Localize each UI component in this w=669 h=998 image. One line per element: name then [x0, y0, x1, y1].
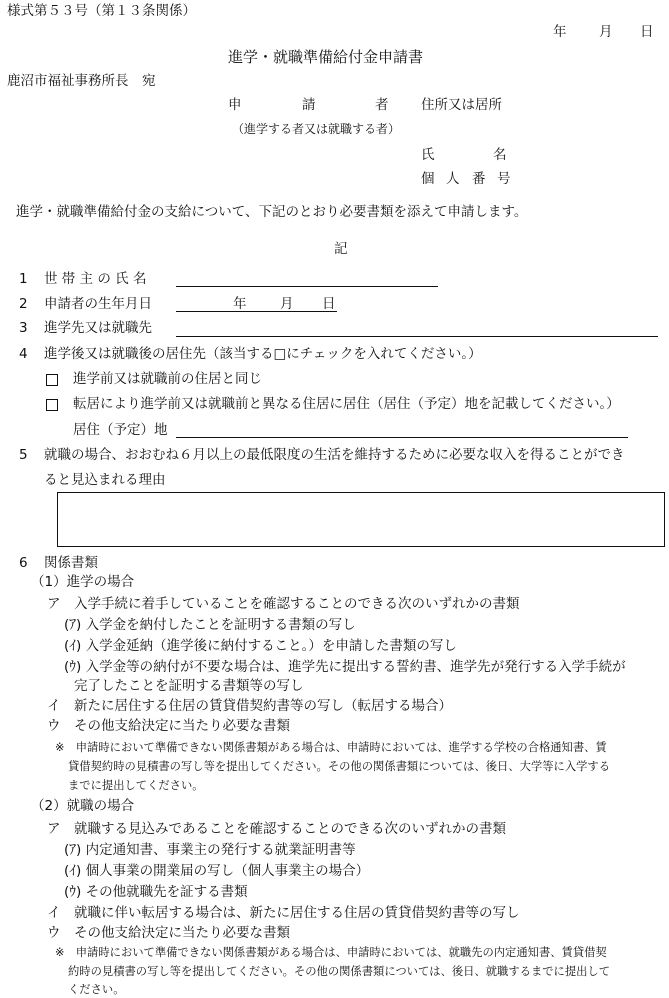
applicant-name-label-1: 氏 — [421, 147, 435, 163]
reason-textarea[interactable] — [57, 492, 665, 547]
item3-number: 3 — [19, 320, 28, 336]
new-residence-checkbox[interactable] — [46, 399, 58, 411]
birth-day: 日 — [322, 296, 336, 312]
item2-label: 申請者の生年月日 — [44, 296, 152, 312]
form-number: 様式第５３号（第１３条関係） — [7, 3, 196, 19]
docs-school-a3-line2: 完了したことを証明する書類等の写し — [74, 678, 304, 694]
applicant-id-label-3: 番 — [472, 171, 486, 187]
date-year: 年 — [553, 24, 567, 40]
birth-month: 月 — [280, 296, 294, 312]
item4-label: 進学後又は就職後の居住先（該当する□にチェックを入れてください。） — [44, 346, 482, 362]
date-month: 月 — [599, 24, 613, 40]
item5-number: 5 — [19, 447, 28, 463]
planned-residence-label: 居住（予定）地 — [73, 422, 168, 438]
new-residence-option: 転居により進学前又は就職前と異なる住居に居住（居住（予定）地を記載してください。） — [73, 396, 620, 412]
applicant-label-1: 申 — [228, 97, 242, 113]
docs-job-u: ウ その他支給決定に当たり必要な書類 — [47, 925, 290, 941]
applicant-id-label-4: 号 — [497, 171, 511, 187]
addressee: 鹿沼市福祉事務所長 宛 — [7, 73, 156, 89]
docs-school-i: イ 新たに居住する住居の賃貸借契約書等の写し（転居する場合） — [47, 698, 452, 714]
item2-number: 2 — [19, 296, 28, 312]
docs-school-a: ア 入学手続に着手していることを確認することのできる次のいずれかの書類 — [47, 596, 520, 612]
applicant-label-2: 請 — [302, 97, 316, 113]
item1-number: 1 — [19, 271, 28, 287]
birth-year: 年 — [233, 296, 247, 312]
docs-school-a3-line1: (ｳ) 入学金等の納付が不要な場合は、進学先に提出する誓約書、進学先が発行する入学手続が — [64, 659, 626, 675]
docs-job-note-line1: ※ 申請時において準備できない関係書類がある場合は、申請時においては、就職先の内定通知書、賃貸借契 — [55, 946, 607, 959]
docs-job-a1: (ｱ) 内定通知書、事業主の発行する就業証明書等 — [64, 842, 356, 858]
item6-number: 6 — [19, 555, 28, 571]
applicant-id-label-1: 個 — [421, 171, 435, 187]
docs-school-a1: (ｱ) 入学金を納付したことを証明する書類の写し — [64, 617, 356, 633]
docs-school-note-line2: 貸借契約時の見積書の写し等を提出してください。その他の関係書類については、後日、大学等に入学する — [68, 760, 611, 773]
intro-text: 進学・就職準備給付金の支給について、下記のとおり必要書類を添えて申請します。 — [16, 204, 528, 220]
item5-text-line2: ると見込まれる理由 — [44, 472, 166, 488]
same-residence-option: 進学前又は就職前の住居と同じ — [73, 371, 262, 387]
docs-job-a3: (ｳ) その他就職先を証する書類 — [64, 884, 248, 900]
docs-school-note-line3: までに提出してください。 — [68, 779, 204, 792]
applicant-address-label: 住所又は居所 — [421, 97, 502, 113]
date-day: 日 — [640, 24, 654, 40]
docs-job-a: ア 就職する見込みであることを確認することのできる次のいずれかの書類 — [47, 821, 506, 837]
planned-residence-field[interactable] — [176, 437, 628, 438]
docs-job-heading: （2）就職の場合 — [31, 798, 135, 814]
item4-number: 4 — [19, 346, 28, 362]
applicant-note: （進学する者又は就職する者） — [232, 122, 401, 136]
item3-label: 進学先又は就職先 — [44, 320, 152, 336]
docs-job-i: イ 就職に伴い転居する場合は、新たに居住する住居の賃貸借契約書等の写し — [47, 905, 520, 921]
docs-school-a2: (ｲ) 入学金延納（進学後に納付すること。）を申請した書類の写し — [64, 638, 457, 654]
same-residence-checkbox[interactable] — [46, 374, 58, 386]
item1-label: 世 帯 主 の 氏 名 — [44, 271, 147, 287]
item5-text-line1: 就職の場合、おおむね６月以上の最低限度の生活を維持するために必要な収入を得ることができ — [44, 447, 625, 463]
docs-school-heading: （1）進学の場合 — [31, 574, 135, 590]
school-or-employer-field[interactable] — [176, 336, 658, 337]
ki-heading: 記 — [334, 241, 348, 257]
docs-school-note-line1: ※ 申請時において準備できない関係書類がある場合は、申請時においては、進学する学校の合格通知書、賃 — [55, 741, 607, 754]
householder-name-field[interactable] — [176, 286, 438, 287]
docs-job-note-line2: 約時の見積書の写し等を提出してください。その他の関係書類については、後日、就職するまでに提出して — [68, 965, 611, 978]
applicant-id-label-2: 人 — [446, 171, 460, 187]
docs-job-a2: (ｲ) 個人事業の開業届の写し（個人事業主の場合） — [64, 863, 370, 879]
page-title: 進学・就職準備給付金申請書 — [228, 48, 424, 66]
item6-label: 関係書類 — [44, 555, 98, 571]
birthdate-field[interactable] — [176, 311, 337, 312]
docs-school-u: ウ その他支給決定に当たり必要な書類 — [47, 718, 290, 734]
docs-job-note-line3: ください。 — [68, 983, 125, 996]
applicant-name-label-2: 名 — [493, 147, 507, 163]
applicant-label-3: 者 — [375, 97, 389, 113]
